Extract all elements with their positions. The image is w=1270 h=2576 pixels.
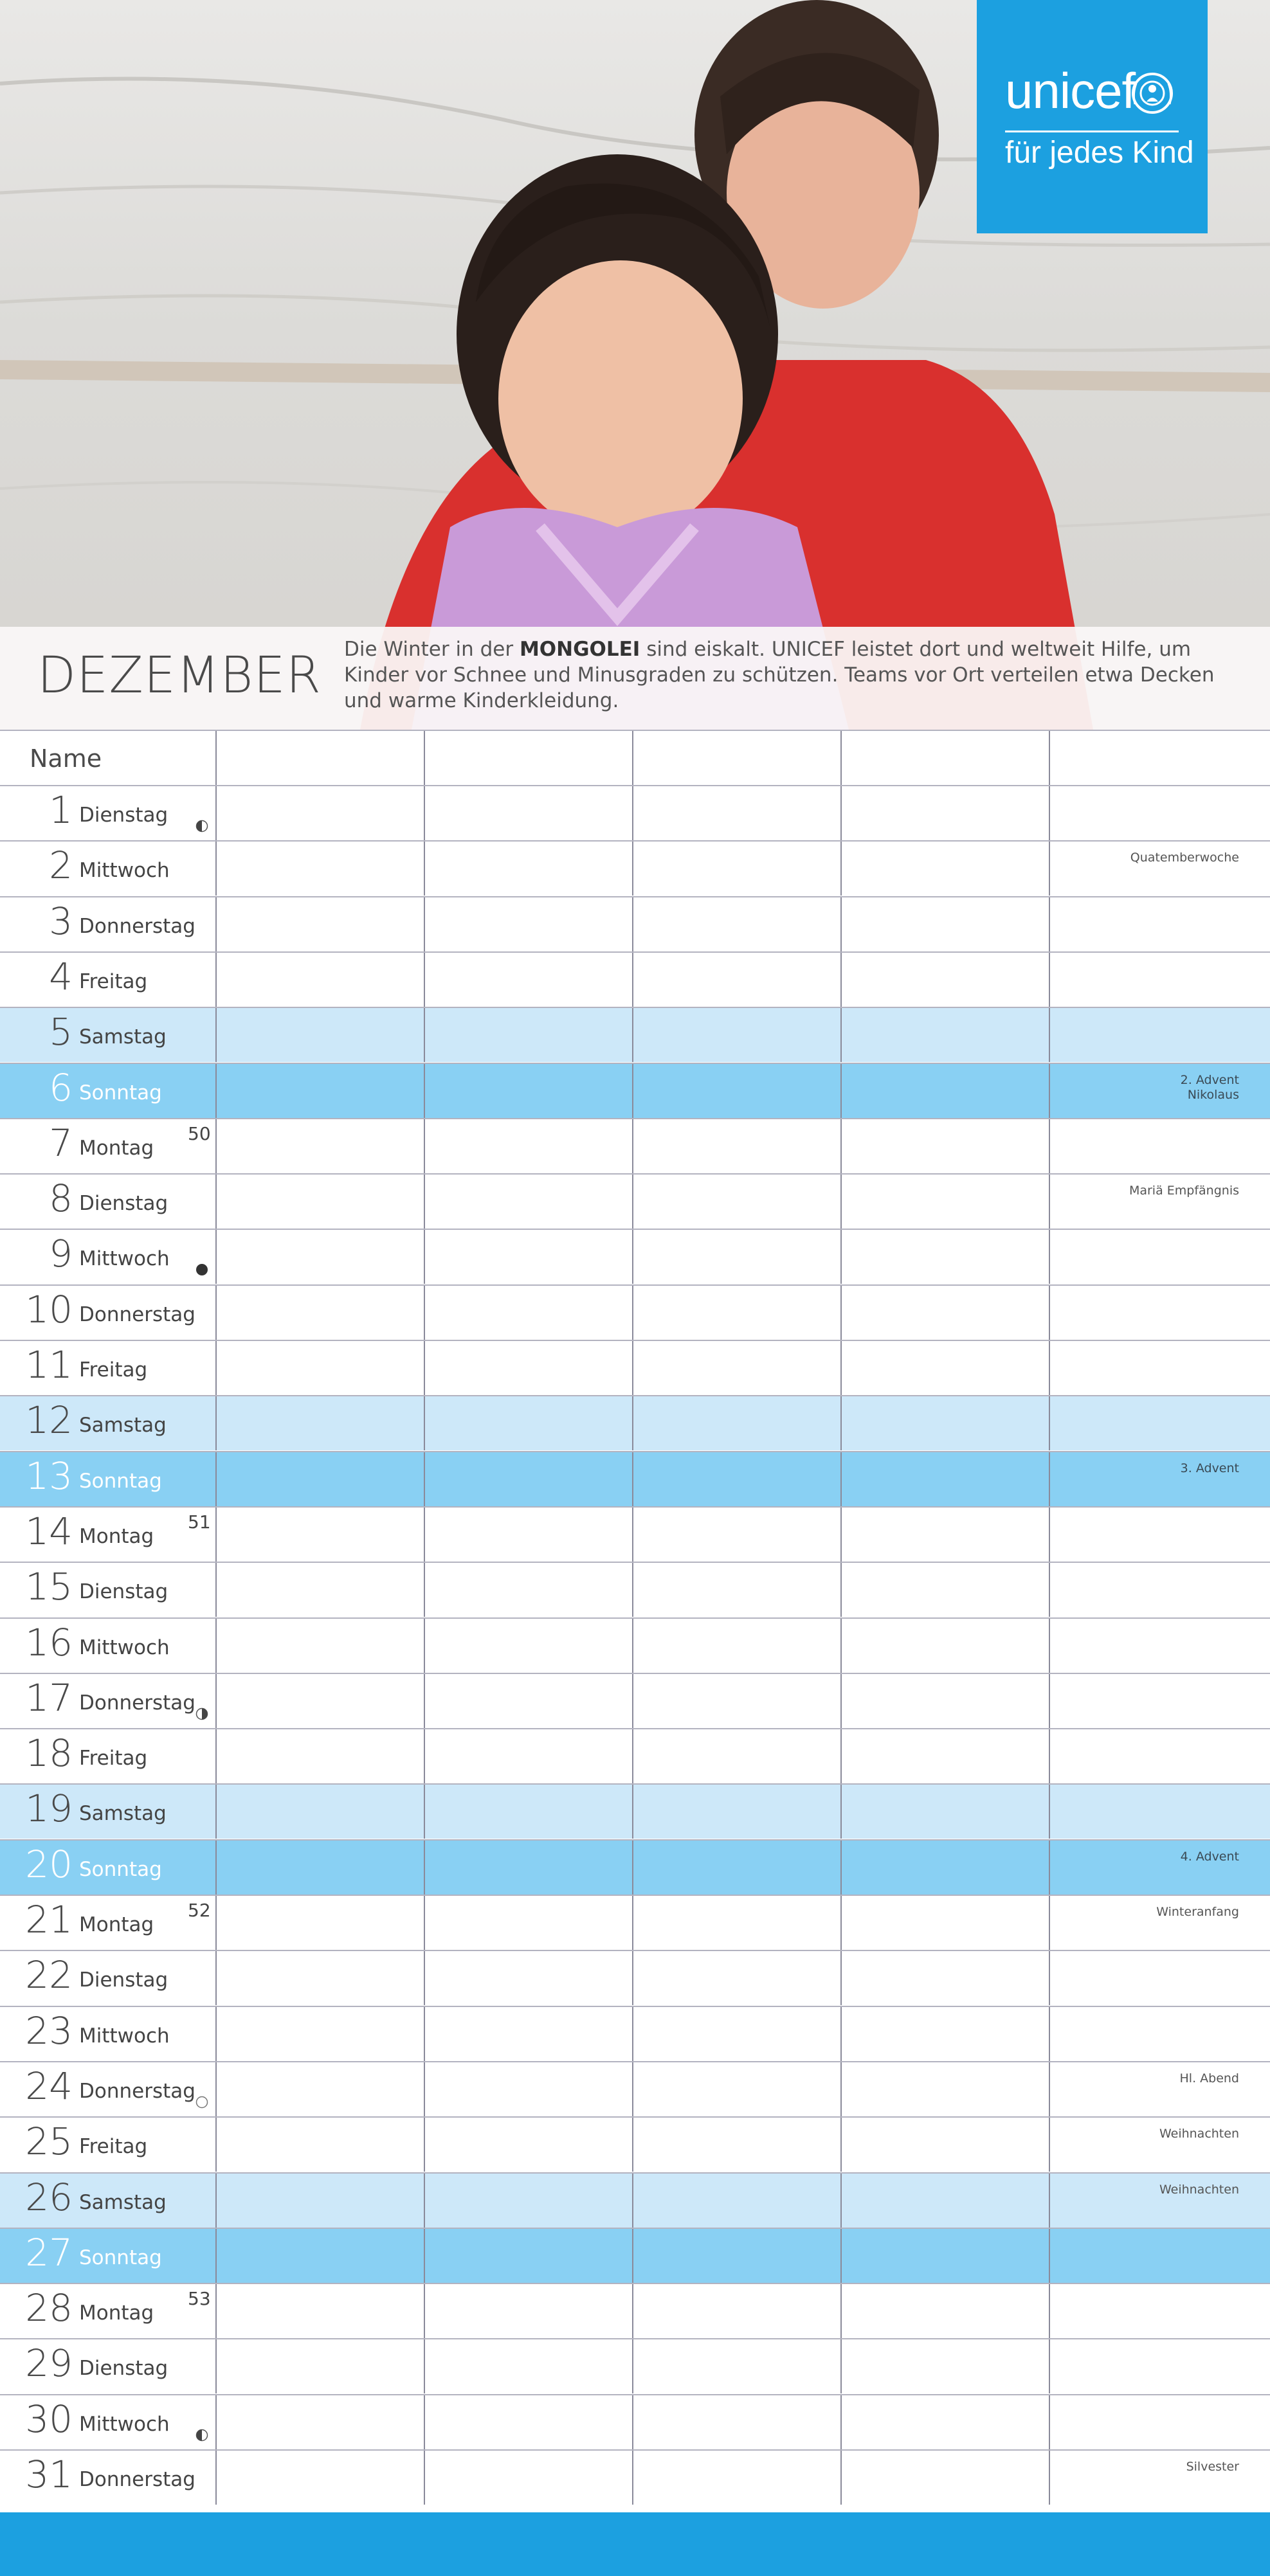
day-name: Sonntag [79, 2246, 162, 2269]
day-number: 21 [25, 1898, 73, 1941]
entry-cell[interactable] [840, 1785, 1049, 1839]
entry-cell[interactable] [840, 2062, 1049, 2116]
holiday-label [1180, 2071, 1240, 2086]
entry-cell[interactable] [424, 2395, 632, 2449]
entry-cell[interactable] [215, 2062, 424, 2116]
day-name: Donnerstag [79, 2079, 195, 2103]
entry-cell[interactable] [840, 897, 1049, 951]
day-name: Mittwoch [79, 859, 170, 883]
entry-cell[interactable] [1049, 2007, 1270, 2061]
entry-cell[interactable] [215, 1563, 424, 1617]
entry-cell[interactable] [632, 1119, 840, 1173]
holiday-line: 4. Advent [1180, 1849, 1239, 1864]
entry-cell[interactable] [1049, 1563, 1270, 1617]
entry-cell[interactable] [1049, 2229, 1270, 2283]
holiday-line: 2. Advent [1180, 1072, 1239, 1087]
month-title: DEZEMBER [37, 647, 322, 705]
entry-cell[interactable] [424, 2284, 632, 2338]
entry-cell[interactable] [215, 1619, 424, 1673]
holiday-label [1129, 1184, 1239, 1198]
day-name: Samstag [79, 2190, 167, 2214]
entry-cell[interactable] [215, 1175, 424, 1229]
holiday-label [1181, 1461, 1239, 1476]
day-row [0, 1617, 1270, 1673]
entry-cell[interactable] [215, 1341, 424, 1395]
entry-cell[interactable] [424, 1008, 632, 1062]
first-quarter-moon-icon [195, 820, 208, 833]
entry-cell[interactable] [632, 1841, 840, 1895]
day-row [0, 1728, 1270, 1783]
day-number: 30 [25, 2397, 73, 2441]
entry-cell[interactable] [215, 2229, 424, 2283]
day-row [0, 2116, 1270, 2172]
day-number: 10 [25, 1287, 73, 1331]
entry-cell[interactable] [215, 953, 424, 1007]
entry-cell[interactable] [424, 1563, 632, 1617]
day-row [0, 896, 1270, 951]
day-number: 6 [49, 1065, 73, 1110]
entry-cell[interactable] [840, 2118, 1049, 2172]
day-name: Dienstag [79, 2357, 168, 2381]
day-name: Dienstag [79, 1192, 168, 1216]
entry-cell[interactable] [215, 1396, 424, 1450]
entry-cell[interactable] [632, 1064, 840, 1118]
entry-cell[interactable] [424, 2062, 632, 2116]
entry-cell[interactable] [1049, 1508, 1270, 1562]
entry-cell[interactable] [632, 1563, 840, 1617]
entry-cell[interactable] [632, 2229, 840, 2283]
day-name: Donnerstag [79, 2468, 195, 2491]
entry-cell[interactable] [632, 2451, 840, 2505]
day-row [0, 785, 1270, 840]
entry-cell[interactable] [840, 1286, 1049, 1340]
entry-cell[interactable] [632, 1785, 840, 1839]
holiday-label [1159, 2127, 1239, 2141]
day-row [0, 1950, 1270, 2005]
day-number: 4 [49, 954, 73, 998]
day-row [0, 1063, 1270, 1118]
first-quarter-moon-icon [195, 2429, 208, 2442]
entry-cell[interactable] [424, 1341, 632, 1395]
entry-cell[interactable] [1049, 1175, 1270, 1229]
day-name: Samstag [79, 1025, 167, 1049]
entry-cell[interactable] [840, 842, 1049, 896]
day-row [0, 1783, 1270, 1839]
day-number: 14 [25, 1509, 73, 1553]
name-cell[interactable] [632, 731, 840, 785]
entry-cell[interactable] [632, 897, 840, 951]
entry-cell[interactable] [632, 1619, 840, 1673]
entry-cell[interactable] [632, 1508, 840, 1562]
day-number: 20 [25, 1842, 73, 1886]
day-number: 26 [25, 2175, 73, 2219]
entry-cell[interactable] [424, 1119, 632, 1173]
entry-cell[interactable] [215, 897, 424, 951]
entry-cell[interactable] [840, 2229, 1049, 2283]
entry-cell[interactable] [632, 1951, 840, 2005]
day-row [0, 1118, 1270, 1173]
day-name: Freitag [79, 2135, 148, 2159]
day-row [0, 1895, 1270, 1950]
entry-cell[interactable] [1049, 1896, 1270, 1950]
entry-cell[interactable] [840, 786, 1049, 840]
entry-cell[interactable] [840, 1119, 1049, 1173]
last-quarter-moon-icon [195, 1707, 208, 1720]
entry-cell[interactable] [215, 2007, 424, 2061]
day-number: 15 [25, 1565, 73, 1609]
entry-cell[interactable] [215, 1508, 424, 1562]
entry-cell[interactable] [1049, 2395, 1270, 2449]
day-name: Sonntag [79, 1469, 162, 1493]
entry-cell[interactable] [632, 1175, 840, 1229]
entry-cell[interactable] [424, 1508, 632, 1562]
week-number: 51 [188, 1511, 211, 1533]
entry-cell[interactable] [632, 2174, 840, 2228]
entry-cell[interactable] [632, 2062, 840, 2116]
entry-cell[interactable] [1049, 1286, 1270, 1340]
day-row [0, 1229, 1270, 1284]
logo-divider [1005, 131, 1179, 132]
day-number: 31 [25, 2453, 73, 2496]
day-name: Montag [79, 1136, 154, 1160]
unicef-emblem-icon [1130, 71, 1175, 116]
unicef-logo [977, 0, 1208, 233]
entry-cell[interactable] [840, 1729, 1049, 1783]
day-name: Dienstag [79, 1968, 168, 1992]
entry-cell[interactable] [424, 1064, 632, 1118]
entry-cell[interactable] [424, 1175, 632, 1229]
entry-cell[interactable] [632, 1008, 840, 1062]
day-name: Donnerstag [79, 1691, 195, 1715]
description-text-start: Die Winter in der [344, 638, 520, 661]
day-number: 5 [49, 1010, 73, 1054]
entry-cell[interactable] [840, 953, 1049, 1007]
day-name: Dienstag [79, 804, 168, 827]
entry-cell[interactable] [424, 2229, 632, 2283]
entry-cell[interactable] [1049, 953, 1270, 1007]
entry-cell[interactable] [840, 1951, 1049, 2005]
entry-cell[interactable] [424, 1951, 632, 2005]
entry-cell[interactable] [840, 1452, 1049, 1506]
entry-cell[interactable] [840, 2174, 1049, 2228]
entry-cell[interactable] [632, 2007, 840, 2061]
entry-cell[interactable] [215, 1286, 424, 1340]
entry-cell[interactable] [1049, 1396, 1270, 1450]
entry-cell[interactable] [215, 1729, 424, 1783]
entry-cell[interactable] [215, 2451, 424, 2505]
entry-cell[interactable] [424, 2174, 632, 2228]
name-cell[interactable] [424, 731, 632, 785]
holiday-line: Weihnachten [1159, 2127, 1239, 2141]
full-moon-icon [195, 2096, 208, 2109]
entry-cell[interactable] [840, 1619, 1049, 1673]
entry-cell[interactable] [1049, 1785, 1270, 1839]
entry-cell[interactable] [632, 953, 840, 1007]
entry-cell[interactable] [840, 1396, 1049, 1450]
entry-cell[interactable] [1049, 1951, 1270, 2005]
entry-cell[interactable] [424, 1230, 632, 1284]
entry-cell[interactable] [424, 1396, 632, 1450]
week-number: 52 [188, 1900, 211, 1921]
entry-cell[interactable] [1049, 786, 1270, 840]
day-number: 3 [49, 899, 73, 943]
entry-cell[interactable] [424, 2339, 632, 2393]
entry-cell[interactable] [840, 1064, 1049, 1118]
day-name: Donnerstag [79, 914, 195, 938]
day-row [0, 1673, 1270, 1728]
day-name: Sonntag [79, 1857, 162, 1881]
day-number: 25 [25, 2120, 73, 2164]
holiday-line: Mariä Empfängnis [1129, 1184, 1239, 1198]
day-row [0, 1340, 1270, 1395]
entry-cell[interactable] [632, 2395, 840, 2449]
entry-cell[interactable] [215, 1951, 424, 2005]
month-description [344, 636, 1238, 714]
holiday-line: Hl. Abend [1179, 2071, 1239, 2085]
name-label: Name [30, 744, 102, 773]
entry-cell[interactable] [840, 1563, 1049, 1617]
name-cell[interactable] [215, 731, 424, 785]
entry-cell[interactable] [840, 2007, 1049, 2061]
entry-cell[interactable] [840, 2339, 1049, 2393]
entry-cell[interactable] [1049, 1452, 1270, 1506]
day-name: Sonntag [79, 1081, 162, 1104]
holiday-label [1186, 2460, 1239, 2474]
entry-cell[interactable] [215, 1230, 424, 1284]
entry-cell[interactable] [215, 1674, 424, 1728]
day-name: Donnerstag [79, 1302, 195, 1326]
day-row [0, 1839, 1270, 1895]
holiday-label [1156, 1905, 1239, 1920]
entry-cell[interactable] [1049, 897, 1270, 951]
entry-cell[interactable] [424, 1674, 632, 1728]
entry-cell[interactable] [1049, 1729, 1270, 1783]
holiday-line: Weihnachten [1159, 2182, 1239, 2197]
entry-cell[interactable] [424, 2451, 632, 2505]
day-name: Samstag [79, 1414, 167, 1437]
day-name: Mittwoch [79, 1247, 170, 1271]
holiday-line: Nikolaus [1187, 1087, 1239, 1102]
entry-cell[interactable] [1049, 1674, 1270, 1728]
bottom-bar [0, 2512, 1270, 2576]
entry-cell[interactable] [840, 1175, 1049, 1229]
entry-cell[interactable] [215, 1008, 424, 1062]
entry-cell[interactable] [632, 1674, 840, 1728]
entry-cell[interactable] [632, 1896, 840, 1950]
day-row [0, 2172, 1270, 2228]
entry-cell[interactable] [1049, 2062, 1270, 2116]
day-number: 17 [25, 1675, 73, 1720]
day-row [0, 2449, 1270, 2505]
entry-cell[interactable] [1049, 2118, 1270, 2172]
day-row [0, 840, 1270, 896]
day-name: Freitag [79, 1358, 148, 1382]
entry-cell[interactable] [215, 2284, 424, 2338]
description-text-end: sind eiskalt. UNICEF leistet dort und weltweit Hilfe, um Kinder vor Schnee und Minusgraden zu schützen. Teams vor Ort verteilen etwa Decken und warme Kinderkleidung. [344, 638, 1215, 712]
day-row [0, 1007, 1270, 1062]
entry-cell[interactable] [424, 953, 632, 1007]
new-moon-icon [195, 1263, 208, 1276]
day-name: Montag [79, 1913, 154, 1936]
holiday-label [1159, 2183, 1239, 2197]
day-number: 16 [25, 1620, 73, 1664]
day-row [0, 2061, 1270, 2116]
entry-cell[interactable] [840, 2395, 1049, 2449]
day-name: Montag [79, 2301, 154, 2325]
name-cell[interactable] [840, 731, 1049, 785]
entry-cell[interactable] [1049, 1341, 1270, 1395]
entry-cell[interactable] [215, 1064, 424, 1118]
entry-cell[interactable] [840, 1674, 1049, 1728]
logo-tagline: für jedes Kind [1005, 136, 1194, 170]
entry-cell[interactable] [632, 842, 840, 896]
entry-cell[interactable] [840, 1230, 1049, 1284]
entry-cell[interactable] [424, 1452, 632, 1506]
day-number: 24 [25, 2064, 73, 2108]
holiday-line: Silvester [1186, 2460, 1239, 2474]
day-row [0, 2283, 1270, 2338]
day-row [0, 2338, 1270, 2393]
entry-cell[interactable] [1049, 2339, 1270, 2393]
holiday-line: Winteranfang [1156, 1905, 1239, 1919]
entry-cell[interactable] [632, 2339, 840, 2393]
holiday-label [1181, 1073, 1239, 1103]
entry-cell[interactable] [215, 1452, 424, 1506]
entry-cell[interactable] [215, 2339, 424, 2393]
day-number: 11 [25, 1343, 73, 1387]
day-row [0, 2228, 1270, 2283]
entry-cell[interactable] [1049, 1064, 1270, 1118]
entry-cell[interactable] [632, 1341, 840, 1395]
entry-cell[interactable] [1049, 1841, 1270, 1895]
entry-cell[interactable] [424, 1619, 632, 1673]
day-row [0, 1451, 1270, 1506]
entry-cell[interactable] [215, 2118, 424, 2172]
entry-cell[interactable] [1049, 1619, 1270, 1673]
day-number: 23 [25, 2008, 73, 2053]
entry-cell[interactable] [840, 1841, 1049, 1895]
entry-cell[interactable] [840, 2284, 1049, 2338]
entry-cell[interactable] [215, 2395, 424, 2449]
day-name: Dienstag [79, 1580, 168, 1604]
name-cell[interactable] [1049, 731, 1270, 785]
day-name: Samstag [79, 1802, 167, 1826]
day-number: 1 [49, 788, 73, 832]
entry-cell[interactable] [424, 1286, 632, 1340]
entry-cell[interactable] [1049, 1230, 1270, 1284]
day-row [0, 1395, 1270, 1450]
entry-cell[interactable] [632, 1729, 840, 1783]
entry-cell[interactable] [840, 1508, 1049, 1562]
day-name: Freitag [79, 969, 148, 993]
day-name: Freitag [79, 1747, 148, 1770]
entry-cell[interactable] [1049, 1119, 1270, 1173]
week-number: 50 [188, 1122, 211, 1144]
name-row [0, 730, 1270, 785]
day-number: 12 [25, 1398, 73, 1443]
entry-cell[interactable] [215, 786, 424, 840]
entry-cell[interactable] [1049, 2451, 1270, 2505]
day-row [0, 1284, 1270, 1340]
day-row [0, 1562, 1270, 1617]
day-name: Mittwoch [79, 2024, 170, 2048]
holiday-line: 3. Advent [1180, 1461, 1239, 1475]
day-row [0, 2006, 1270, 2061]
entry-cell[interactable] [632, 1452, 840, 1506]
day-name: Mittwoch [79, 2412, 170, 2436]
entry-cell[interactable] [840, 1008, 1049, 1062]
day-number: 28 [25, 2286, 73, 2330]
entry-cell[interactable] [632, 2118, 840, 2172]
entry-cell[interactable] [632, 1286, 840, 1340]
entry-cell[interactable] [424, 1841, 632, 1895]
entry-cell[interactable] [632, 1396, 840, 1450]
logo-wordmark: unicef [1005, 62, 1136, 119]
entry-cell[interactable] [215, 1119, 424, 1173]
entry-cell[interactable] [632, 1230, 840, 1284]
entry-cell[interactable] [632, 2284, 840, 2338]
day-number: 9 [49, 1232, 73, 1276]
holiday-label [1181, 1850, 1239, 1864]
entry-cell[interactable] [1049, 1008, 1270, 1062]
day-number: 19 [25, 1787, 73, 1831]
entry-cell[interactable] [424, 1896, 632, 1950]
entry-cell[interactable] [840, 1896, 1049, 1950]
day-row [0, 1506, 1270, 1562]
entry-cell[interactable] [424, 897, 632, 951]
entry-cell[interactable] [215, 1841, 424, 1895]
day-number: 7 [49, 1121, 73, 1165]
entry-cell[interactable] [424, 1785, 632, 1839]
day-number: 29 [25, 2341, 73, 2386]
day-row [0, 2394, 1270, 2449]
entry-cell[interactable] [424, 842, 632, 896]
day-number: 8 [49, 1176, 73, 1221]
day-number: 22 [25, 1953, 73, 1997]
day-number: 27 [25, 2230, 73, 2274]
entry-cell[interactable] [1049, 2174, 1270, 2228]
entry-cell[interactable] [840, 1341, 1049, 1395]
entry-cell[interactable] [1049, 2284, 1270, 2338]
entry-cell[interactable] [424, 2007, 632, 2061]
holiday-label [1130, 851, 1239, 865]
day-number: 13 [25, 1454, 73, 1498]
entry-cell[interactable] [1049, 842, 1270, 896]
entry-cell[interactable] [215, 842, 424, 896]
entry-cell[interactable] [632, 786, 840, 840]
day-row [0, 951, 1270, 1007]
entry-cell[interactable] [840, 2451, 1049, 2505]
holiday-line: Quatemberwoche [1130, 851, 1239, 865]
week-number: 53 [188, 2288, 211, 2310]
day-name: Mittwoch [79, 1635, 170, 1659]
entry-cell[interactable] [424, 2118, 632, 2172]
day-number: 2 [49, 843, 73, 888]
entry-cell[interactable] [215, 2174, 424, 2228]
day-number: 18 [25, 1731, 73, 1776]
entry-cell[interactable] [215, 1785, 424, 1839]
day-name: Montag [79, 1524, 154, 1548]
entry-cell[interactable] [424, 1729, 632, 1783]
description-highlight: MONGOLEI [519, 638, 640, 661]
day-row [0, 1173, 1270, 1229]
entry-cell[interactable] [424, 786, 632, 840]
entry-cell[interactable] [215, 1896, 424, 1950]
